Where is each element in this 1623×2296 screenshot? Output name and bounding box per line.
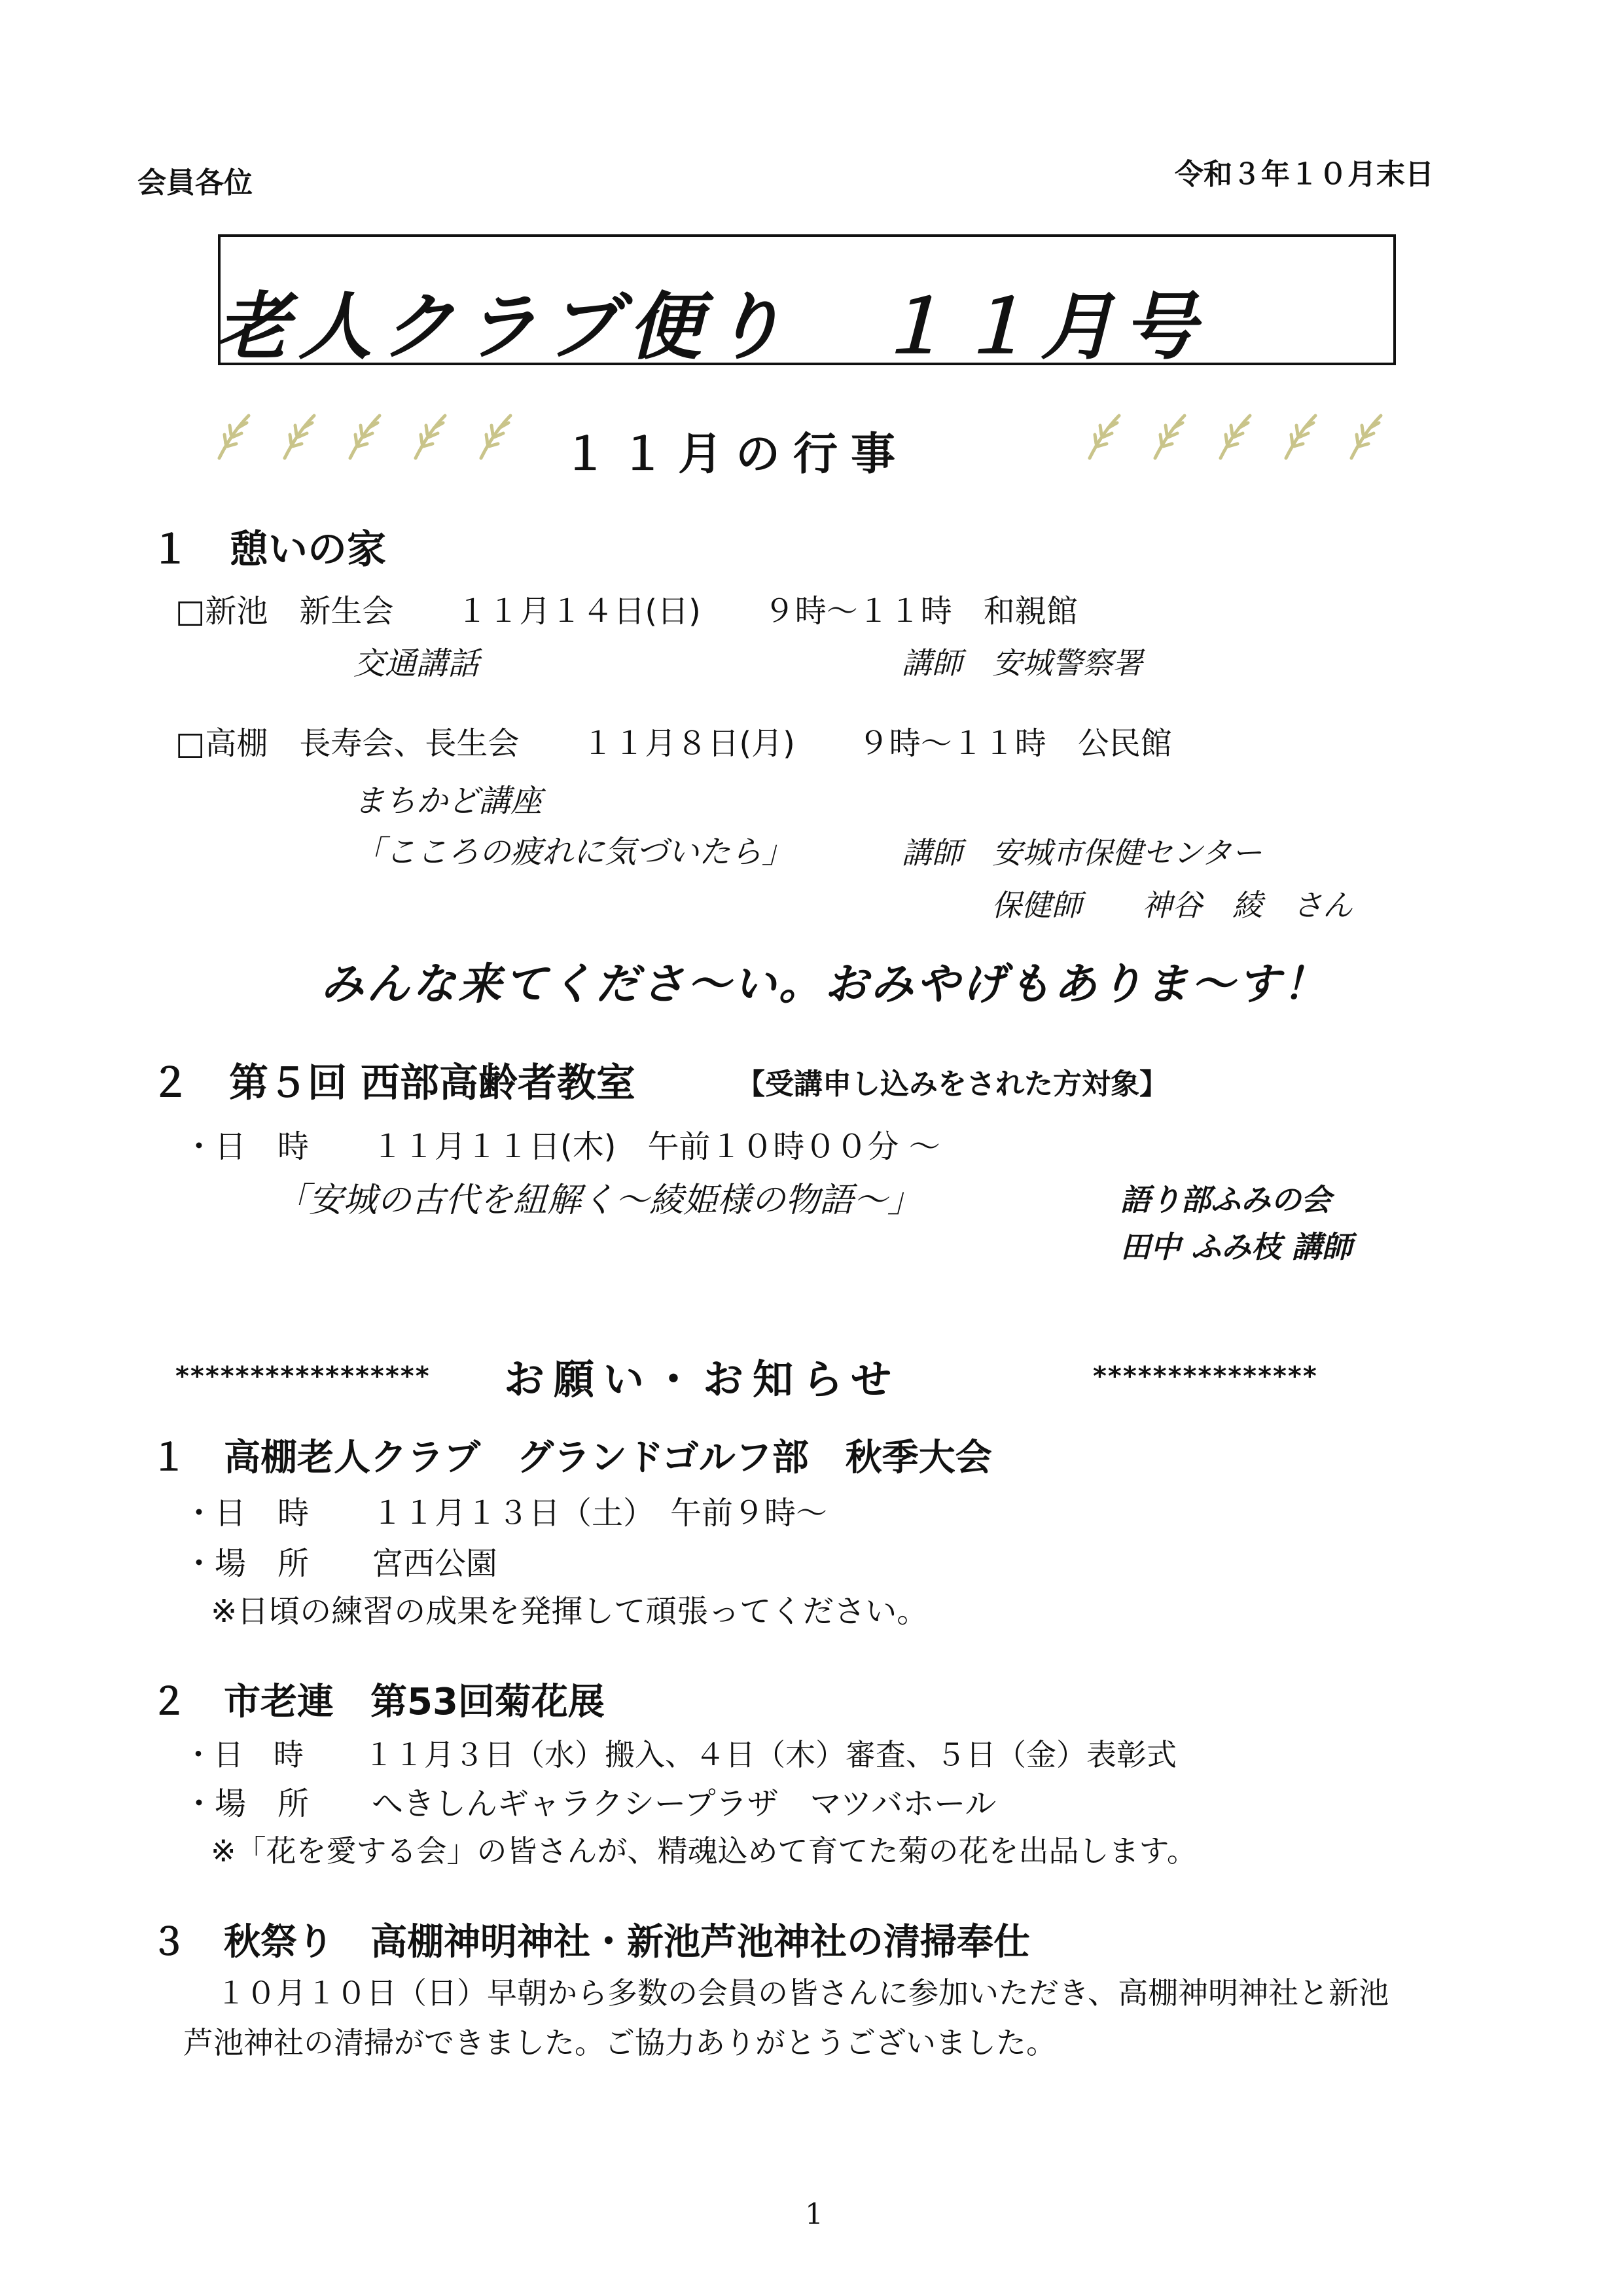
section1-item2-lecturer: 講師 安城市保健センター <box>902 835 1262 870</box>
section1-heading: １ 憩いの家 <box>151 527 386 573</box>
wheat-icon <box>219 416 510 458</box>
addressee: 会員各位 <box>137 166 253 200</box>
section1-item1-topic: 交通講話 <box>353 645 480 682</box>
invitation-callout: みんな来てくださ～い。おみやげもありま～す！ <box>321 959 1329 1009</box>
page-title: 老人クラブ便り １１月号 <box>216 285 1205 370</box>
page-number: 1 <box>805 2198 823 2231</box>
section1-item2-lecturer2: 保健師 神谷 綾 さん <box>991 888 1353 923</box>
section2-note: 【受講申し込みをされた方対象】 <box>736 1067 1168 1101</box>
notice3-heading: ３ 秋祭り 高棚神明神社・新池芦池神社の清掃奉仕 <box>151 1921 1030 1964</box>
notice1-place: ・場 所 宮西公園 <box>183 1545 498 1582</box>
issue-date: 令和３年１０月末日 <box>1175 158 1434 191</box>
section2-speaker: 田中 ふみ枝 講師 <box>1120 1229 1353 1265</box>
notice3-body-line1: １０月１０日（日）早朝から多数の会員の皆さんに参加いただき、高棚神明神社と新池 <box>216 1975 1389 2011</box>
section2-datetime: ・日 時 １１月１１日(木) 午前１０時００分 ～ <box>183 1128 940 1165</box>
section2-topic: 「安城の古代を紐解く～綾姫様の物語～」 <box>275 1181 922 1220</box>
wheat-decoration-right <box>1083 406 1423 465</box>
notice-stars-right: *************** <box>1093 1361 1318 1391</box>
section1-item2-line: □高棚 長寿会、長生会 １１月８日(月) ９時～１１時 公民館 <box>175 725 1172 762</box>
notice-stars-left: ***************** <box>175 1361 431 1391</box>
notice2-note: ※「花を愛する会」の皆さんが、精魂込めて育てた菊の花を出品します。 <box>211 1833 1197 1869</box>
section1-item1-lecturer: 講師 安城警察署 <box>902 645 1143 681</box>
section2-speaker-group: 語り部ふみの会 <box>1120 1182 1331 1217</box>
notice1-datetime: ・日 時 １１月１３日（土） 午前９時～ <box>183 1495 828 1532</box>
notice2-datetime: ・日 時 １１月３日（水）搬入、４日（木）審査、５日（金）表彰式 <box>183 1737 1177 1772</box>
section1-item2-topic: まちかど講座 <box>353 783 543 819</box>
events-heading: １１月の行事 <box>563 429 909 480</box>
wheat-decoration-left <box>213 406 553 465</box>
notice1-note: ※日頃の練習の成果を発揮して頑張ってください。 <box>211 1593 929 1630</box>
notice2-heading: ２ 市老連 第53回菊花展 <box>151 1681 605 1723</box>
notice3-body-line2: 芦池神社の清掃ができました。ご協力ありがとうございました。 <box>183 2025 1056 2060</box>
notice2-place: ・場 所 へきしんギャラクシープラザ マツバホール <box>183 1785 997 1822</box>
section1-item1-line: □新池 新生会 １１月１４日(日) ９時～１１時 和親館 <box>175 593 1078 630</box>
section1-item2-subtitle: 「こころの疲れに気づいたら」 <box>353 834 794 870</box>
wheat-icon <box>1090 416 1381 458</box>
notices-heading: お願い・お知らせ <box>504 1355 901 1403</box>
section2-heading: ２ 第５回 西部高齢者教室 <box>151 1060 635 1106</box>
notice1-heading: １ 高棚老人クラブ グランドゴルフ部 秋季大会 <box>151 1437 992 1479</box>
